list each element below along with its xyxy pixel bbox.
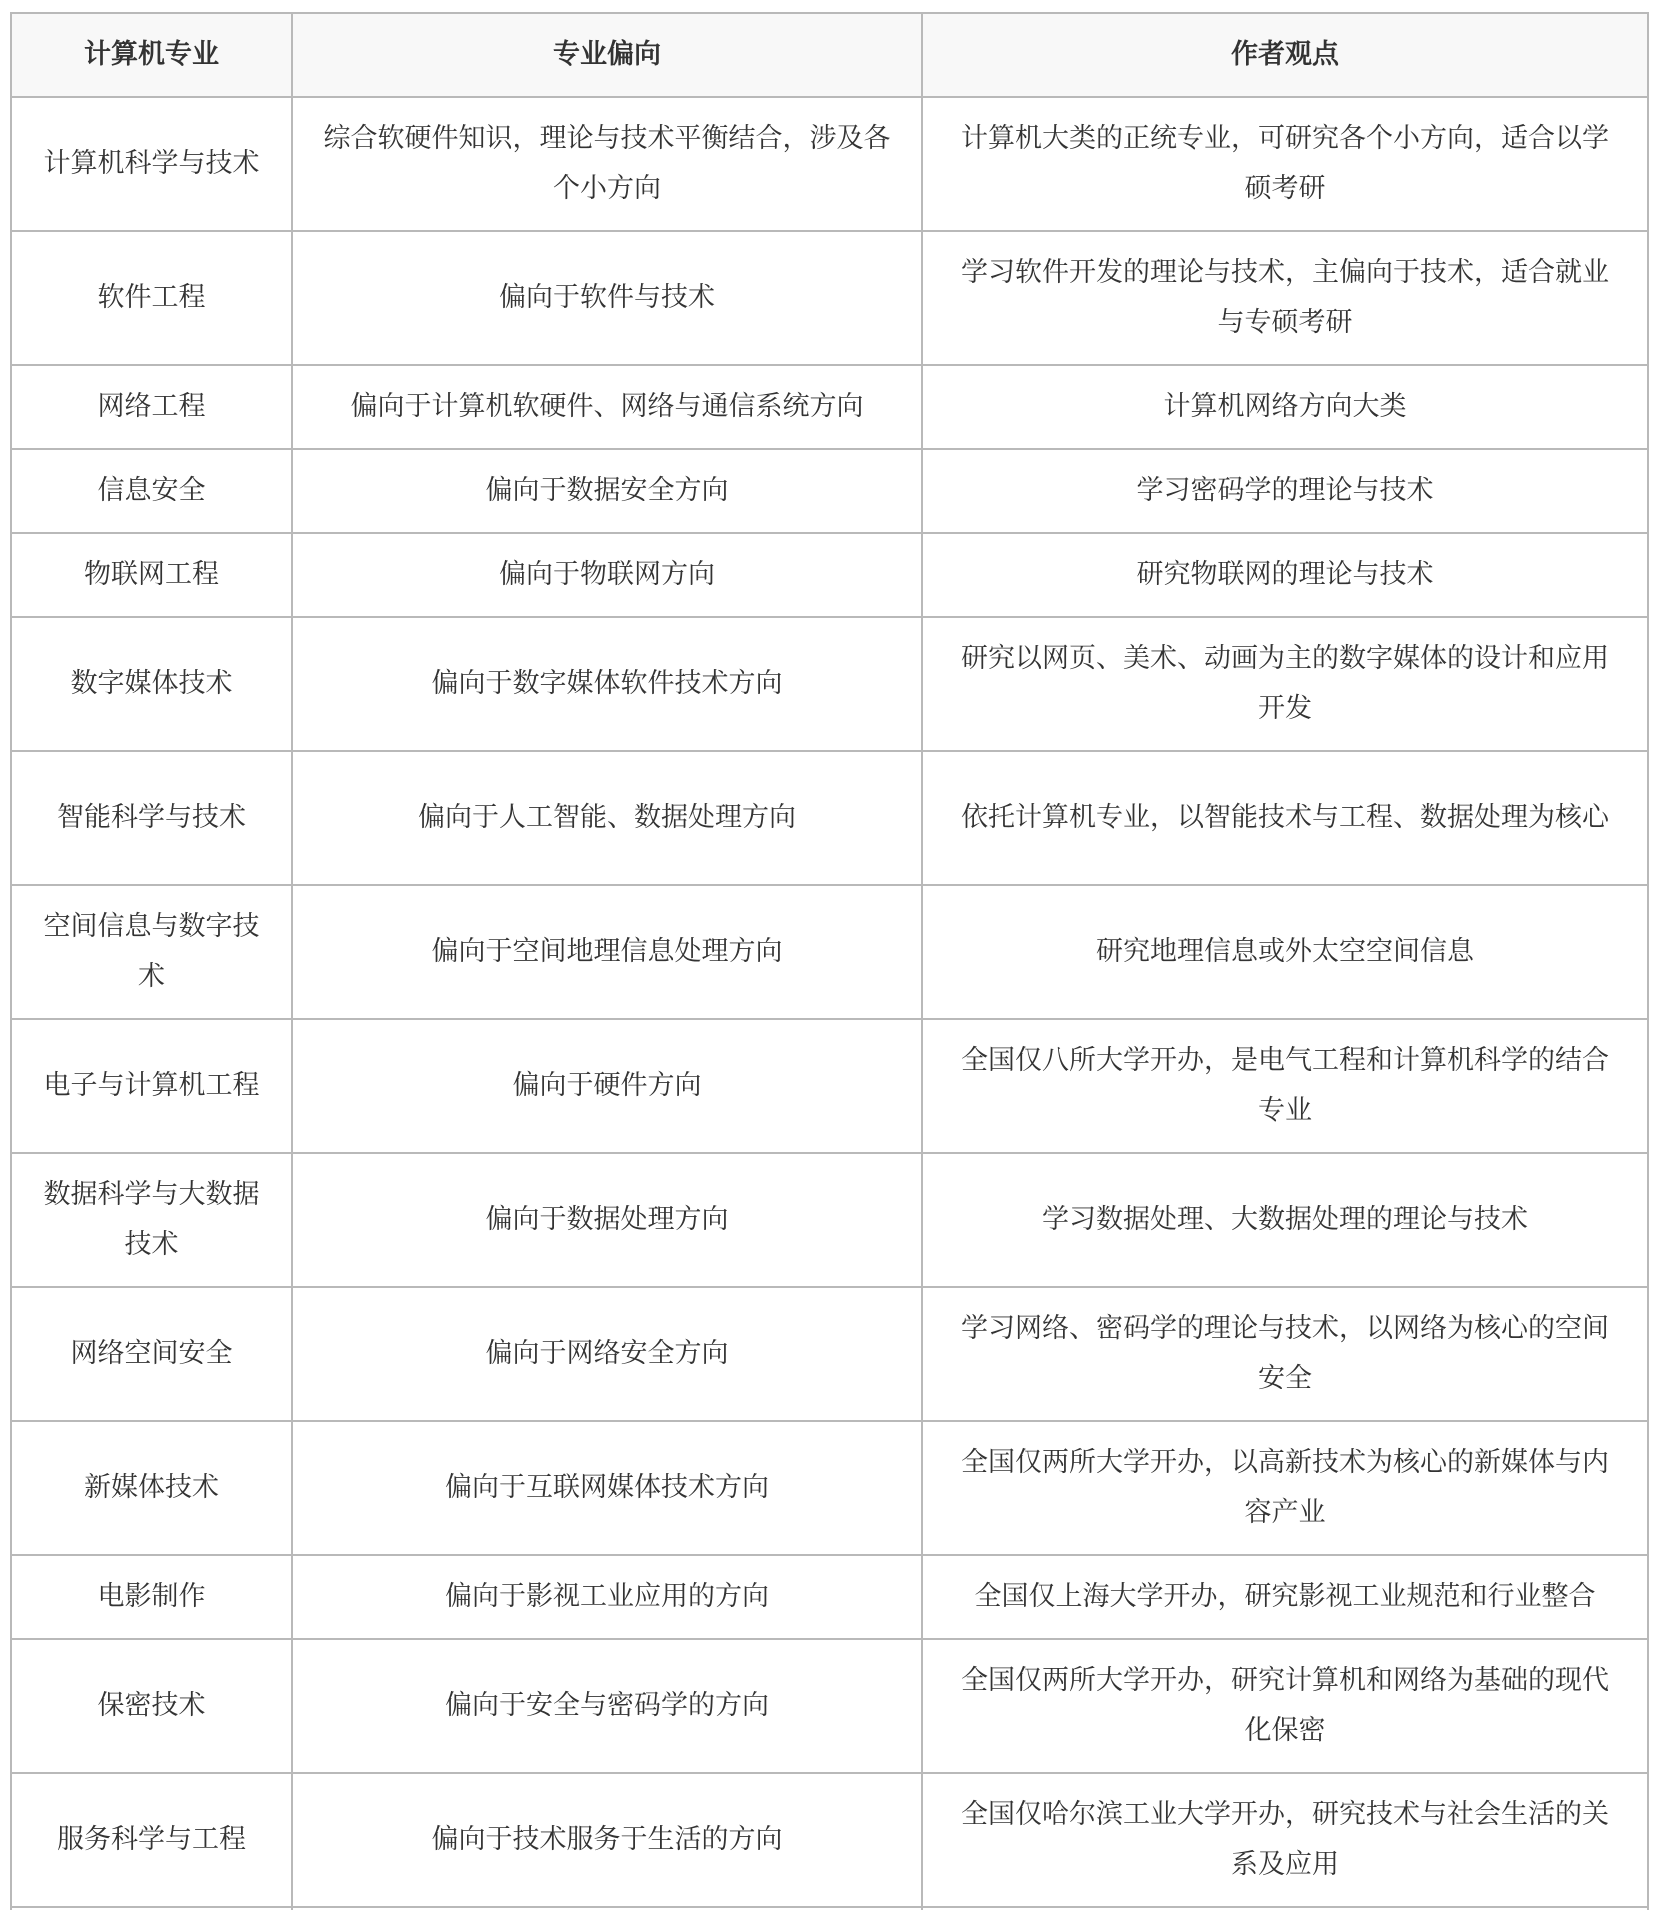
cell-opinion: 全国仅两所大学开办，以高新技术为核心的新媒体与内容产业 bbox=[922, 1421, 1648, 1555]
cell-orientation: 偏向于数据安全方向 bbox=[292, 449, 922, 533]
table-row bbox=[11, 449, 1648, 533]
cell-orientation: 偏向于物联网方向 bbox=[292, 533, 922, 617]
cell-opinion: 学习软件开发的理论与技术，主偏向于技术，适合就业与专硕考研 bbox=[922, 231, 1648, 365]
table-row bbox=[11, 1421, 1648, 1555]
cell-orientation: 偏向于互联网媒体技术方向 bbox=[292, 1421, 922, 1555]
column-header-orientation: 专业偏向 bbox=[292, 13, 922, 97]
cell-major: 软件工程 bbox=[11, 231, 292, 365]
column-header-opinion: 作者观点 bbox=[922, 13, 1648, 97]
cell-orientation: 偏向于计算机软硬件、网络与通信系统方向 bbox=[292, 365, 922, 449]
cell-major: 新媒体技术 bbox=[11, 1421, 292, 1555]
majors-table-container bbox=[10, 12, 1647, 1910]
table-body bbox=[11, 97, 1648, 1910]
table-row bbox=[11, 533, 1648, 617]
table-header-row bbox=[11, 13, 1648, 97]
cell-opinion: 学习密码学的理论与技术 bbox=[922, 449, 1648, 533]
cell-opinion: 依托计算机专业，以智能技术与工程、数据处理为核心 bbox=[922, 751, 1648, 885]
table-row bbox=[11, 1773, 1648, 1907]
cell-opinion: 研究物联网的理论与技术 bbox=[922, 533, 1648, 617]
cell-opinion: 计算机大类的正统专业，可研究各个小方向，适合以学硕考研 bbox=[922, 97, 1648, 231]
cell-opinion: 全国仅八所大学开办，是电气工程和计算机科学的结合专业 bbox=[922, 1019, 1648, 1153]
cell-major: 智能科学与技术 bbox=[11, 751, 292, 885]
table-row bbox=[11, 1555, 1648, 1639]
cell-opinion: 全国仅哈尔滨工业大学开办，研究技术与社会生活的关系及应用 bbox=[922, 1773, 1648, 1907]
cell-opinion: 学习网络、密码学的理论与技术，以网络为核心的空间安全 bbox=[922, 1287, 1648, 1421]
table-row bbox=[11, 617, 1648, 751]
cell-major: 服务科学与工程 bbox=[11, 1773, 292, 1907]
cell-major: 计算机科学与技术 bbox=[11, 97, 292, 231]
table-row bbox=[11, 1019, 1648, 1153]
cell-opinion: 全国仅上海大学开办，研究影视工业规范和行业整合 bbox=[922, 1555, 1648, 1639]
table-row bbox=[11, 1153, 1648, 1287]
computer-majors-table bbox=[10, 12, 1649, 1910]
table-row bbox=[11, 885, 1648, 1019]
cell-major: 电子与计算机工程 bbox=[11, 1019, 292, 1153]
cell-orientation: 偏向于影视工业应用的方向 bbox=[292, 1555, 922, 1639]
table-row bbox=[11, 231, 1648, 365]
cell-major: 数字媒体技术 bbox=[11, 617, 292, 751]
cell-orientation: 偏向于硬件方向 bbox=[292, 1019, 922, 1153]
cell-major: 网络空间安全 bbox=[11, 1287, 292, 1421]
cell-major: 数据科学与大数据技术 bbox=[11, 1153, 292, 1287]
cell-orientation: 偏向于网络安全方向 bbox=[292, 1287, 922, 1421]
cell-orientation: 偏向于软件与技术 bbox=[292, 231, 922, 365]
cell-major: 空间信息与数字技术 bbox=[11, 885, 292, 1019]
table-row bbox=[11, 751, 1648, 885]
cell-opinion: 学习数据处理、大数据处理的理论与技术 bbox=[922, 1153, 1648, 1287]
cell-major: 网络工程 bbox=[11, 365, 292, 449]
cell-orientation: 偏向于空间地理信息处理方向 bbox=[292, 885, 922, 1019]
table-row bbox=[11, 365, 1648, 449]
cell-orientation: 偏向于技术服务于生活的方向 bbox=[292, 1773, 922, 1907]
cell-opinion: 全国仅两所大学开办，研究计算机和网络为基础的现代化保密 bbox=[922, 1639, 1648, 1773]
cell-opinion: 研究地理信息或外太空空间信息 bbox=[922, 885, 1648, 1019]
table-row bbox=[11, 97, 1648, 231]
cell-orientation: 偏向于人工智能、数据处理方向 bbox=[292, 751, 922, 885]
cell-orientation: 综合软硬件知识，理论与技术平衡结合，涉及各个小方向 bbox=[292, 97, 922, 231]
cell-opinion: 研究以网页、美术、动画为主的数字媒体的设计和应用开发 bbox=[922, 617, 1648, 751]
cell-orientation: 偏向于数据处理方向 bbox=[292, 1153, 922, 1287]
cell-major: 保密技术 bbox=[11, 1639, 292, 1773]
cell-orientation: 偏向于数字媒体软件技术方向 bbox=[292, 617, 922, 751]
cell-major: 物联网工程 bbox=[11, 533, 292, 617]
cell-major: 电影制作 bbox=[11, 1555, 292, 1639]
cell-major: 信息安全 bbox=[11, 449, 292, 533]
cell-orientation: 偏向于安全与密码学的方向 bbox=[292, 1639, 922, 1773]
table-row bbox=[11, 1287, 1648, 1421]
table-row bbox=[11, 1639, 1648, 1773]
cell-opinion: 计算机网络方向大类 bbox=[922, 365, 1648, 449]
column-header-major: 计算机专业 bbox=[11, 13, 292, 97]
